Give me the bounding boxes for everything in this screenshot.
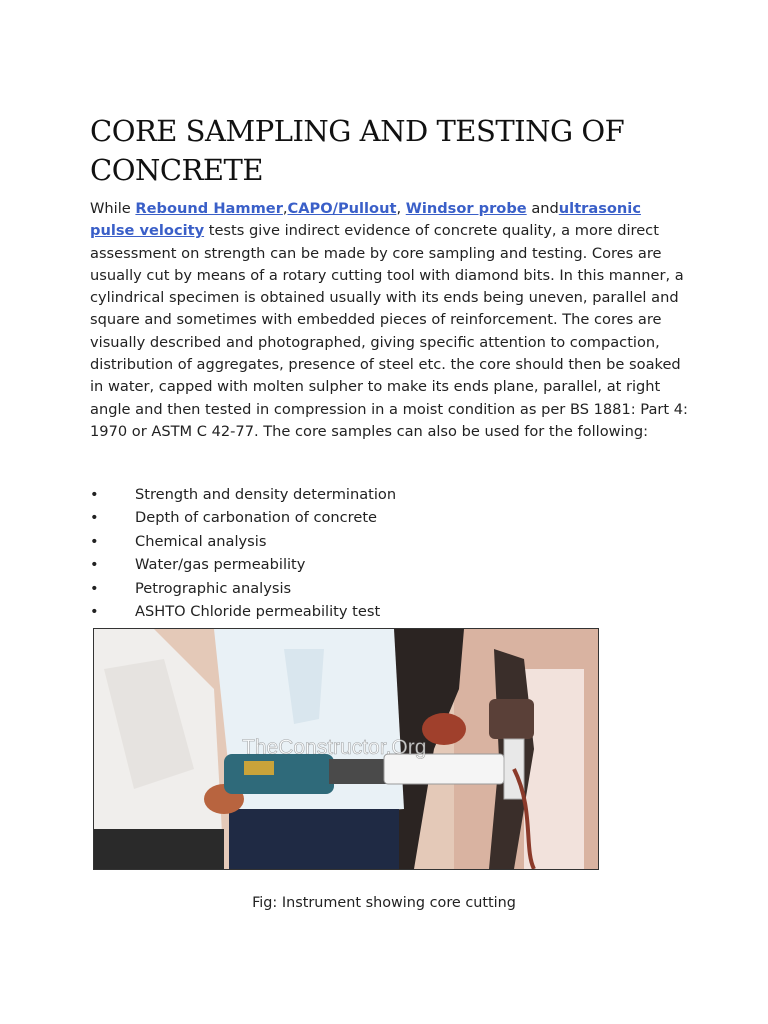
- list-item: [90, 506, 690, 529]
- intro-text-body: tests give indirect evidence of concrete quality, a more direct assessment on strength can be made by core sampling and testing. Cores are usually cut by means of a rotary cutting tool with diamond bits. In this manner, a cylindrical specimen is obtained usually with its ends being uneven, parallel and square and sometimes with embedded pieces of reinforcement. The cores are visually described and photographed, giving specific attention to compaction, distribution of aggregates, presence of steel etc. the core should then be soaked in water, capped with molten sulpher to make its ends plane, parallel, at right angle and then tested in compression in a moist condition as per BS 1881: Part 4: 1970 or ASTM C 42-77. The core samples can also be used for the following:: [90, 222, 688, 440]
- bullet-icon: •: [90, 532, 99, 550]
- intro-text-while: While: [90, 200, 136, 217]
- list-item-text: Strength and density determination: [135, 486, 397, 503]
- list-item-text: Water/gas permeability: [135, 556, 306, 574]
- bullet-icon: •: [90, 556, 99, 574]
- page-title: CORE SAMPLING AND TESTING OF CONCRETE: [90, 114, 625, 187]
- list-item-text: Petrographic analysis: [135, 579, 292, 597]
- watermark-text: TheConstructor.Org: [242, 736, 427, 759]
- list-item: [90, 530, 690, 553]
- figure-caption: Fig: Instrument showing core cutting: [252, 895, 516, 911]
- list-item: [90, 553, 690, 576]
- bullet-icon: •: [90, 603, 99, 621]
- list-item-text: Chemical analysis: [135, 532, 267, 550]
- core-cutting-photo: [93, 628, 599, 870]
- intro-comma-2: ,: [396, 200, 406, 217]
- bullet-icon: •: [90, 486, 99, 503]
- bullet-icon: •: [90, 579, 99, 597]
- list-item-text: ASHTO Chloride permeability test: [135, 603, 381, 621]
- bullet-icon: •: [90, 509, 99, 527]
- list-item: [90, 577, 690, 600]
- core-cutting-illustration: [94, 629, 598, 869]
- link-ultrasonic-pulse-velocity[interactable]: ultrasonic pulse velocity: [90, 200, 641, 240]
- link-windsor-probe[interactable]: Windsor probe: [405, 200, 527, 217]
- list-item: [90, 600, 690, 623]
- link-capo-pullout[interactable]: CAPO/Pullout: [287, 200, 397, 217]
- intro-comma-1: ,: [282, 200, 288, 217]
- link-rebound-hammer[interactable]: Rebound Hammer: [135, 200, 283, 217]
- list-item: [90, 483, 690, 506]
- intro-text-and: and: [526, 200, 559, 217]
- list-item-text: Depth of carbonation of concrete: [135, 509, 378, 527]
- core-uses-list: [90, 483, 690, 623]
- intro-paragraph: [90, 198, 690, 443]
